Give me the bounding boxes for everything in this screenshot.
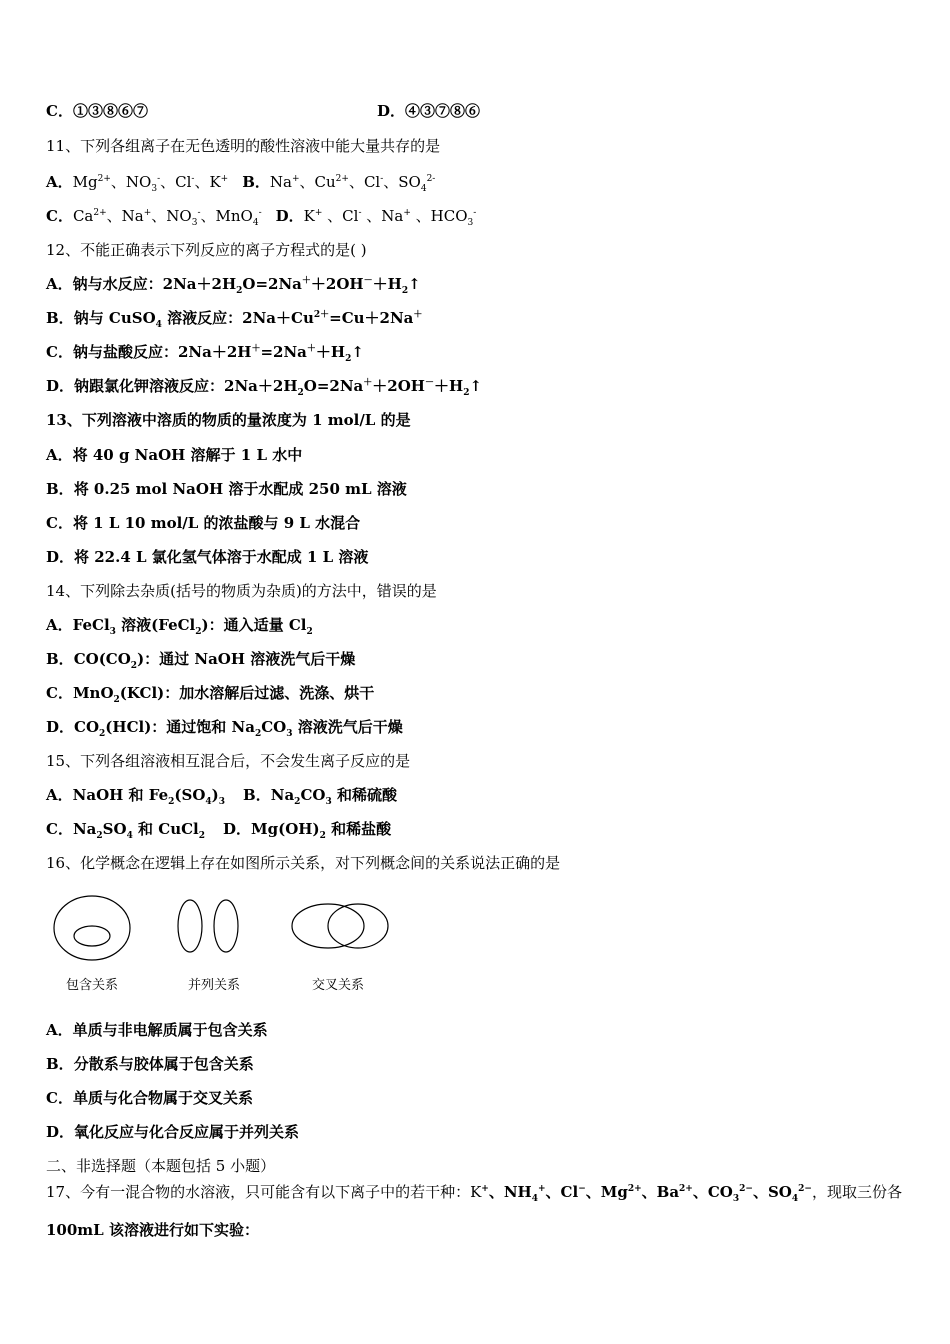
q17-line-1: 17、今有一混合物的水溶液，只可能含有以下离子中的若干种：K+、$NH_4^+$、Cl−、$Mg^{2+}$、$Ba^{2+}$、$CO_3^{2-}$、$SO_4^{2-}$，现取三份各	[46, 1183, 902, 1204]
q17-line-2: 100mL 该溶液进行如下实验：	[46, 1221, 259, 1239]
q16-stem: 16、化学概念在逻辑上存在如图所示关系，对下列概念间的关系说法正确的是	[46, 854, 561, 872]
q14-option-b: B．$CO(CO_2)$：通过 NaOH 溶液洗气后干燥	[46, 650, 356, 671]
parallel-left-ellipse	[178, 900, 202, 952]
parallel-right-ellipse	[214, 900, 238, 952]
q11-stem: 11、下列各组离子在无色透明的酸性溶液中能大量共存的是	[46, 137, 441, 155]
containment-outer-ellipse	[54, 896, 130, 960]
q15-stem: 15、下列各组溶液相互混合后，不会发生离子反应的是	[46, 752, 411, 770]
q12-option-a: A．钠与水反应：$2Na+2H_2O=2Na^++2OH^-+H_2↑$	[46, 275, 421, 296]
containment-inner-ellipse	[74, 926, 110, 946]
q12-option-c: C．钠与盐酸反应：$2Na+2H^+=2Na^++H_2↑$	[46, 343, 364, 364]
label-containment: 包含关系	[66, 978, 119, 993]
q14-option-c: C．MnO$_2$(KCl)：加水溶解后过滤、洗涤、烘干	[46, 684, 375, 705]
q15-options-cd: C．$Na_2SO_4$ 和 CuCl$_2$ D．$Mg(OH)_2$ 和稀盐酸	[46, 820, 392, 841]
q16-option-d: D．氧化反应与化合反应属于并列关系	[46, 1123, 300, 1141]
q11-options-ab: A．$Mg^{2+}$、$NO_3^-$、Cl-、K+ B．Na+、$Cu^{2+}$、Cl-、$SO_4^{2-}$	[46, 173, 436, 194]
q16-option-c: C．单质与化合物属于交叉关系	[46, 1089, 253, 1107]
q15-options-ab: A．NaOH 和 $Fe_2(SO_4)_3$ B．$Na_2CO_3$ 和稀硫酸	[46, 786, 397, 807]
q14-option-d: D．$CO_2(HCl)$：通过饱和 $Na_2CO_3$ 溶液洗气后干燥	[46, 718, 403, 739]
q16-option-b: B．分散系与胶体属于包含关系	[46, 1055, 254, 1073]
label-parallel: 并列关系	[188, 978, 241, 993]
q14-stem: 14、下列除去杂质(括号的物质为杂质)的方法中，错误的是	[46, 582, 437, 600]
q13-stem: 13、下列溶液中溶质的物质的量浓度为 1 mol/L 的是	[46, 411, 411, 429]
q11-options-cd: C．$Ca^{2+}$、Na+、$NO_3^-$、MnO$_4$- D．K+ 、Cl- 、Na+ 、$HCO_3^-$	[46, 207, 477, 228]
relationship-diagram	[46, 888, 406, 998]
intersect-right-ellipse	[328, 904, 388, 948]
q10-option-c: C．①③⑧⑥⑦	[46, 102, 148, 120]
q10-option-d: D．④③⑦⑧⑥	[377, 102, 481, 120]
section-heading: 二、非选择题（本题包括 5 小题）	[46, 1157, 276, 1175]
relationship-diagram-svg	[46, 888, 406, 974]
q12-option-b: B．钠与 CuSO$_4$ 溶液反应：$2Na+Cu^{2+}=Cu+2Na^+$	[46, 309, 423, 330]
q13-option-b: B．将 0.25 mol NaOH 溶于水配成 250 mL 溶液	[46, 480, 407, 498]
q14-option-a: A．FeCl$_3$ 溶液(FeCl$_2$)：通入适量 $Cl_2$	[46, 616, 313, 637]
q12-option-d: D．钠跟氯化钾溶液反应：$2Na+2H_2O=2Na^++2OH^-+H_2↑$	[46, 377, 483, 398]
q13-option-a: A．将 40 g NaOH 溶解于 1 L 水中	[46, 446, 303, 464]
label-intersection: 交叉关系	[312, 978, 365, 993]
q16-option-a: A．单质与非电解质属于包含关系	[46, 1021, 268, 1039]
q12-stem: 12、不能正确表示下列反应的离子方程式的是( )	[46, 241, 367, 259]
q13-option-c: C．将 1 L 10 mol/L 的浓盐酸与 9 L 水混合	[46, 514, 361, 532]
q13-option-d: D．将 22.4 L 氯化氢气体溶于水配成 1 L 溶液	[46, 548, 369, 566]
